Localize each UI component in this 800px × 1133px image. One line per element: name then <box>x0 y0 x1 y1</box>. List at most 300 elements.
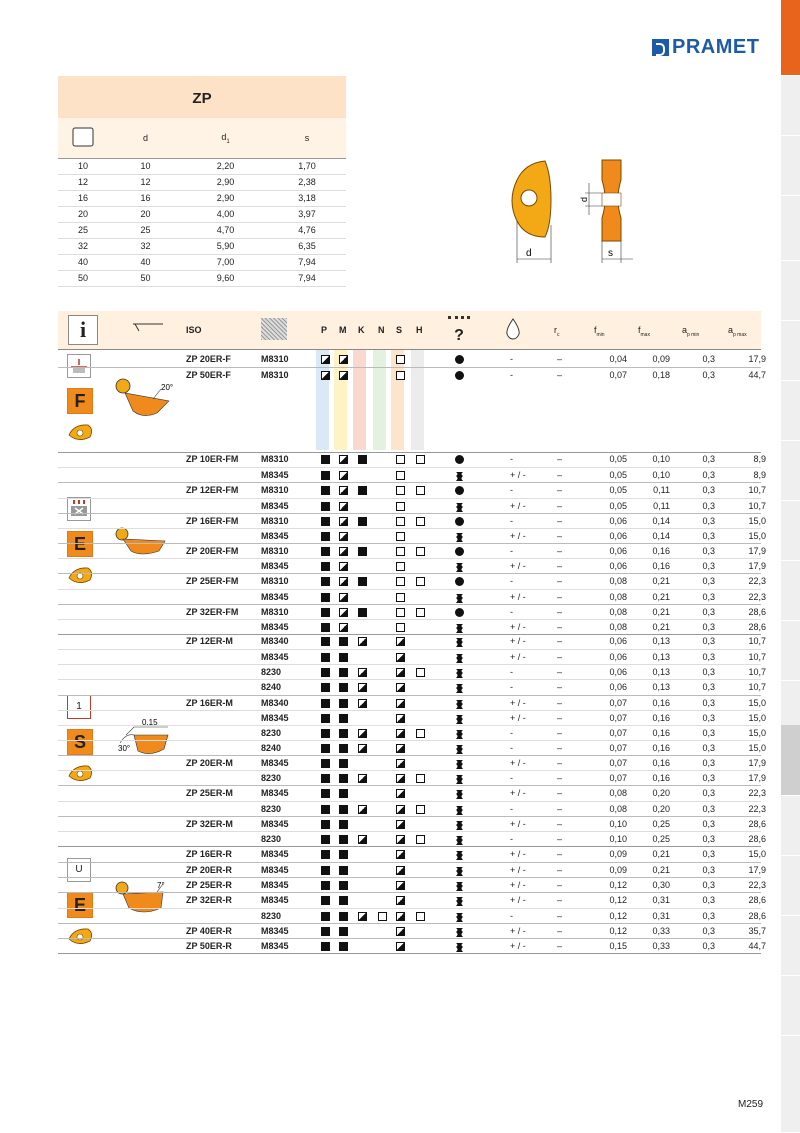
fmin-value: 0,04 <box>609 354 627 364</box>
chipbreaker-wavy-icon <box>455 729 463 739</box>
table-row: ZP 25ER-FM M8310 - – 0,08 0,21 0,3 22,3 <box>58 573 761 589</box>
fmin-value: 0,12 <box>609 926 627 936</box>
table-row: ZP 25ER-M M8345 + / - – 0,08 0,20 0,3 22,3 <box>58 785 761 801</box>
table-row: ZP 12ER-FM M8310 - – 0,05 0,11 0,3 10,7 <box>58 482 761 498</box>
dims-row <box>58 239 346 255</box>
suitability-m-icon <box>339 608 348 617</box>
suitability-m-icon <box>339 371 348 380</box>
rc-dash: – <box>557 743 563 753</box>
page-number: M259 <box>738 1099 764 1110</box>
suitability-p-icon <box>321 699 330 708</box>
suitability-p-icon <box>321 355 330 364</box>
chipbreaker-wavy-icon <box>455 805 463 815</box>
apmax-value: 28,6 <box>748 895 766 905</box>
dims-cell: 40 <box>140 257 151 267</box>
table-row: ZP 16ER-M M8340 + / - – 0,07 0,16 0,3 15,0 <box>58 695 761 711</box>
iso-code: ZP 25ER-M <box>186 788 233 798</box>
apmin-value: 0,3 <box>702 454 715 464</box>
suitability-m-icon <box>339 455 348 464</box>
rc-dash: – <box>557 636 563 646</box>
apmax-value: 22,3 <box>748 592 766 602</box>
suitability-k-icon <box>358 637 367 646</box>
rc-dash: – <box>557 531 563 541</box>
side-tab[interactable] <box>781 500 800 561</box>
dims-cell: 2,90 <box>216 193 235 203</box>
dims-cell: 6,35 <box>298 241 316 251</box>
suitability-m-icon <box>339 486 348 495</box>
chipbreaker-wavy-icon <box>455 774 463 784</box>
section-side-tabs <box>781 0 800 1132</box>
rc-dash: – <box>557 622 563 632</box>
apmax-value: 22,3 <box>748 880 766 890</box>
suitability-h-icon <box>416 774 425 783</box>
suitability-m-icon <box>339 789 348 798</box>
insert-dimensions-table <box>58 76 346 287</box>
suitability-h-icon <box>416 608 425 617</box>
apmin-value: 0,3 <box>702 652 715 662</box>
logo-text: PRAMET <box>672 36 760 58</box>
apmin-value: 0,3 <box>702 941 715 951</box>
grades-table-header <box>58 311 761 350</box>
suitability-p-icon <box>321 593 330 602</box>
apmin-value: 0,3 <box>702 667 715 677</box>
table-row: 8230 - – 0,07 0,16 0,3 17,9 <box>58 770 761 786</box>
fmin-value: 0,06 <box>609 546 627 556</box>
suitability-s-icon <box>396 881 405 890</box>
suitability-s-icon <box>396 759 405 768</box>
suitability-s-icon <box>396 866 405 875</box>
apmin-value: 0,3 <box>702 713 715 723</box>
apmax-value: 8,9 <box>753 454 766 464</box>
suitability-p-icon <box>321 896 330 905</box>
grade-code: M8345 <box>261 501 289 511</box>
dims-cell: 25 <box>77 225 88 235</box>
fmin-value: 0,05 <box>609 470 627 480</box>
iso-code: ZP 20ER-R <box>186 865 232 875</box>
suitability-m-icon <box>339 912 348 921</box>
dims-row <box>58 175 346 191</box>
suitability-m-icon <box>339 653 348 662</box>
apmax-value: 10,7 <box>748 636 766 646</box>
suitability-s-icon <box>396 805 405 814</box>
apmin-value: 0,3 <box>702 865 715 875</box>
rc-dash: – <box>557 667 563 677</box>
drawing-label-s: s <box>608 248 613 259</box>
apmax-value: 28,6 <box>748 622 766 632</box>
chipbreaker-wavy-icon <box>455 896 463 906</box>
rc-dash: – <box>557 819 563 829</box>
dims-header <box>58 118 346 159</box>
suitability-s-icon <box>396 668 405 677</box>
chipbreaker-wavy-icon <box>455 714 463 724</box>
rc-dash: – <box>557 788 563 798</box>
dims-cell: 2,90 <box>216 177 235 187</box>
suitability-p-icon <box>321 683 330 692</box>
apmin-value: 0,3 <box>702 636 715 646</box>
fmax-value: 0,21 <box>652 576 670 586</box>
grade-code: M8310 <box>261 354 289 364</box>
suitability-s-icon <box>396 850 405 859</box>
apmax-value: 15,0 <box>748 698 766 708</box>
grade-code: M8310 <box>261 576 289 586</box>
fmin-value: 0,12 <box>609 895 627 905</box>
suitability-p-icon <box>321 927 330 936</box>
table-row: ZP 12ER-M M8340 + / - – 0,06 0,13 0,3 10,7 <box>58 634 761 649</box>
suitability-p-icon <box>321 912 330 921</box>
apmin-value: 0,3 <box>702 501 715 511</box>
dims-cell: 16 <box>77 193 88 203</box>
grade-code: 8230 <box>261 804 282 814</box>
group-f-badge: F <box>67 388 93 414</box>
fmax-value: 0,13 <box>652 652 670 662</box>
suitability-s-icon <box>396 729 405 738</box>
suitability-k-icon <box>358 486 367 495</box>
suitability-m-icon <box>339 532 348 541</box>
fmax-value: 0,16 <box>652 743 670 753</box>
roughing-icon: U <box>67 858 91 882</box>
dims-cell: 7,94 <box>298 257 316 267</box>
land-width-label: 0,15 <box>142 718 158 727</box>
suitability-s-icon <box>396 653 405 662</box>
header-M: M <box>339 325 347 335</box>
grade-code: M8310 <box>261 546 289 556</box>
rc-dash: – <box>557 370 563 380</box>
apmin-value: 0,3 <box>702 849 715 859</box>
suitability-h-icon <box>416 805 425 814</box>
fmax-value: 0,09 <box>652 354 670 364</box>
fmin-value: 0,07 <box>609 758 627 768</box>
rc-dash: – <box>557 470 563 480</box>
chipbreaker-wavy-icon <box>455 699 463 709</box>
dims-cell: 10 <box>77 161 88 171</box>
fmin-value: 0,05 <box>609 454 627 464</box>
rc-dash: – <box>557 501 563 511</box>
fmin-value: 0,15 <box>609 941 627 951</box>
dims-rows <box>58 159 346 287</box>
dims-header-d: d <box>142 133 148 143</box>
drawing-label-d: d <box>526 248 532 259</box>
suitability-p-icon <box>321 820 330 829</box>
side-tab[interactable] <box>781 380 800 441</box>
rc-dash: – <box>557 728 563 738</box>
grade-texture-icon <box>261 318 287 340</box>
fmax-value: 0,16 <box>652 713 670 723</box>
fmax-value: 0,16 <box>652 758 670 768</box>
fmin-value: 0,12 <box>609 880 627 890</box>
insert-drawing <box>505 155 640 270</box>
suitability-p-icon <box>321 866 330 875</box>
fmax-value: 0,13 <box>652 636 670 646</box>
rc-dash: – <box>557 926 563 936</box>
rc-dash: – <box>557 546 563 556</box>
fmax-value: 0,16 <box>652 561 670 571</box>
suitability-p-icon <box>321 729 330 738</box>
apmax-value: 10,7 <box>748 682 766 692</box>
grade-code: M8310 <box>261 454 289 464</box>
dims-cell: 7,94 <box>298 273 316 283</box>
suitability-h-icon <box>416 835 425 844</box>
suitability-k-icon <box>358 517 367 526</box>
fmax-value: 0,31 <box>652 911 670 921</box>
table-row: M8345 + / - – 0,08 0,21 0,3 28,6 <box>58 619 761 635</box>
grade-code: 8230 <box>261 834 282 844</box>
fmax-value: 0,31 <box>652 895 670 905</box>
fmin-value: 0,08 <box>609 622 627 632</box>
group-m-badge: S <box>67 729 93 755</box>
table-row: ZP 16ER-FM M8310 - – 0,06 0,14 0,3 15,0 <box>58 513 761 529</box>
iso-code: ZP 40ER-R <box>186 926 232 936</box>
side-tab[interactable] <box>781 560 800 621</box>
dims-row <box>58 159 346 175</box>
rc-dash: – <box>557 911 563 921</box>
info-icon: i <box>68 315 98 345</box>
table-row: 8240 - – 0,07 0,16 0,3 15,0 <box>58 740 761 756</box>
suitability-k-icon <box>358 729 367 738</box>
suitability-h-icon <box>416 486 425 495</box>
dims-cell: 25 <box>140 225 151 235</box>
rc-dash: – <box>557 834 563 844</box>
iso-code: ZP 25ER-R <box>186 880 232 890</box>
fmin-value: 0,06 <box>609 652 627 662</box>
side-tab[interactable] <box>781 620 800 681</box>
suitability-h-icon <box>416 577 425 586</box>
fmax-value: 0,18 <box>652 370 670 380</box>
suitability-s-icon <box>396 789 405 798</box>
side-tab[interactable] <box>781 680 800 726</box>
table-row: ZP 40ER-R M8345 + / - – 0,12 0,33 0,3 35,7 <box>58 923 761 939</box>
table-row: ZP 25ER-R M8345 + / - – 0,12 0,30 0,3 22,3 <box>58 877 761 893</box>
suitability-k-icon <box>358 455 367 464</box>
suitability-h-icon <box>416 455 425 464</box>
fmax-value: 0,33 <box>652 926 670 936</box>
suitability-s-icon <box>396 835 405 844</box>
apmax-value: 35,7 <box>748 926 766 936</box>
dims-cell: 2,20 <box>216 161 235 171</box>
grade-code: M8310 <box>261 516 289 526</box>
chipbreaker-wavy-icon <box>455 866 463 876</box>
dims-cell: 4,70 <box>216 225 235 235</box>
suitability-s-icon <box>396 942 405 951</box>
chipbreaker-wavy-icon <box>455 820 463 830</box>
grade-code: 8230 <box>261 911 282 921</box>
grade-code: M8310 <box>261 370 289 380</box>
chipbreaker-wavy-icon <box>455 881 463 891</box>
fmax-value: 0,16 <box>652 546 670 556</box>
chipbreaker-wavy-icon <box>455 744 463 754</box>
suitability-p-icon <box>321 668 330 677</box>
apmin-value: 0,3 <box>702 470 715 480</box>
grade-code: M8345 <box>261 758 289 768</box>
side-tab-active[interactable] <box>781 0 800 76</box>
fmin-value: 0,06 <box>609 667 627 677</box>
dims-cell: 16 <box>140 193 151 203</box>
fmin-value: 0,07 <box>609 698 627 708</box>
grade-code: 8230 <box>261 667 282 677</box>
iso-code: ZP 16ER-M <box>186 698 233 708</box>
dims-cell: 4,76 <box>298 225 316 235</box>
rc-dash: – <box>557 865 563 875</box>
edge-profile-icon <box>131 321 165 333</box>
apmax-value: 15,0 <box>748 743 766 753</box>
dims-cell: 3,97 <box>298 209 316 219</box>
suitability-p-icon <box>321 532 330 541</box>
suitability-p-icon <box>321 850 330 859</box>
fmin-value: 0,06 <box>609 531 627 541</box>
table-row: M8345 + / - – 0,05 0,10 0,3 8,9 <box>58 467 761 483</box>
grade-code: M8345 <box>261 531 289 541</box>
apmax-value: 17,9 <box>748 354 766 364</box>
dims-cell: 40 <box>77 257 88 267</box>
suitability-m-icon <box>339 683 348 692</box>
chipbreaker-wavy-icon <box>455 532 463 542</box>
fmin-value: 0,07 <box>609 728 627 738</box>
table-row: ZP 10ER-FM M8310 - – 0,05 0,10 0,3 8,9 <box>58 452 761 467</box>
pramet-logo <box>652 36 759 59</box>
grade-code: M8310 <box>261 607 289 617</box>
fmax-value: 0,21 <box>652 865 670 875</box>
apmin-value: 0,3 <box>702 546 715 556</box>
table-row: ZP 50ER-R M8345 + / - – 0,15 0,33 0,3 44,7 <box>58 938 761 954</box>
suitability-s-icon <box>396 547 405 556</box>
rc-dash: – <box>557 713 563 723</box>
dims-cell: 32 <box>140 241 151 251</box>
side-tab[interactable] <box>781 135 800 196</box>
rc-dash: – <box>557 354 563 364</box>
insert-hole-icon <box>521 190 537 206</box>
fmin-value: 0,08 <box>609 607 627 617</box>
table-row: M8345 + / - – 0,06 0,16 0,3 17,9 <box>58 558 761 574</box>
suitability-m-icon <box>339 729 348 738</box>
apmin-value: 0,3 <box>702 728 715 738</box>
suitability-m-icon <box>339 502 348 511</box>
suitability-m-icon <box>339 562 348 571</box>
grade-code: M8345 <box>261 865 289 875</box>
dims-cell: 1,70 <box>298 161 316 171</box>
dims-cell: 20 <box>77 209 88 219</box>
side-tab[interactable] <box>781 195 800 261</box>
fmax-value: 0,20 <box>652 804 670 814</box>
suitability-m-icon <box>339 623 348 632</box>
grade-code: 8240 <box>261 743 282 753</box>
fmin-value: 0,05 <box>609 485 627 495</box>
apmax-value: 22,3 <box>748 804 766 814</box>
table-row: 8230 - – 0,06 0,13 0,3 10,7 <box>58 664 761 680</box>
side-tab[interactable] <box>781 320 800 381</box>
suitability-h-icon <box>416 547 425 556</box>
grade-code: M8345 <box>261 561 289 571</box>
dims-cell: 12 <box>140 177 151 187</box>
suitability-k-icon <box>358 608 367 617</box>
chipbreaker-wavy-icon <box>455 502 463 512</box>
suitability-p-icon <box>321 789 330 798</box>
iso-code: ZP 20ER-M <box>186 758 233 768</box>
header-iso: ISO <box>186 325 202 335</box>
suitability-p-icon <box>321 623 330 632</box>
chipbreaker-wavy-icon <box>455 850 463 860</box>
side-tab[interactable] <box>781 1035 800 1133</box>
suitability-s-icon <box>396 637 405 646</box>
fmin-value: 0,10 <box>609 819 627 829</box>
header-apmin: $a_{p min}$ <box>682 325 700 338</box>
suitability-m-icon <box>339 668 348 677</box>
header-fmax: $f_{max}$ <box>638 325 650 338</box>
apmax-value: 15,0 <box>748 713 766 723</box>
fmin-value: 0,09 <box>609 865 627 875</box>
suitability-s-icon <box>396 471 405 480</box>
insert-small-icon <box>66 421 96 443</box>
apmin-value: 0,3 <box>702 926 715 936</box>
side-tab[interactable] <box>781 915 800 976</box>
iso-code: ZP 10ER-FM <box>186 454 239 464</box>
chipbreaker-wavy-icon <box>455 942 463 952</box>
iso-code: ZP 25ER-FM <box>186 576 239 586</box>
iso-code: ZP 50ER-R <box>186 941 232 951</box>
side-tab-current[interactable] <box>781 725 800 796</box>
dims-cell: 3,18 <box>298 193 316 203</box>
suitability-p-icon <box>321 517 330 526</box>
suitability-m-icon <box>339 820 348 829</box>
chipbreaker-solid-icon <box>455 371 464 380</box>
table-row: M8345 + / - – 0,06 0,13 0,3 10,7 <box>58 649 761 665</box>
table-row: M8345 + / - – 0,05 0,11 0,3 10,7 <box>58 498 761 514</box>
side-tab[interactable] <box>781 795 800 856</box>
rc-dash: – <box>557 698 563 708</box>
table-row: M8345 + / - – 0,07 0,16 0,3 15,0 <box>58 710 761 726</box>
suitability-s-icon <box>396 517 405 526</box>
suitability-h-icon <box>416 912 425 921</box>
chipbreaker-solid-icon <box>455 355 464 364</box>
apmax-value: 10,7 <box>748 667 766 677</box>
grade-code: M8345 <box>261 592 289 602</box>
suitability-m-icon <box>339 759 348 768</box>
side-tab[interactable] <box>781 855 800 916</box>
chipbreaker-wavy-icon <box>455 623 463 633</box>
apmin-value: 0,3 <box>702 895 715 905</box>
pramet-logo-icon <box>652 39 669 56</box>
suitability-s-icon <box>396 502 405 511</box>
side-tab[interactable] <box>781 75 800 136</box>
fmax-value: 0,20 <box>652 788 670 798</box>
table-row: ZP 32ER-R M8345 + / - – 0,12 0,31 0,3 28,6 <box>58 892 761 908</box>
suitability-k-icon <box>358 683 367 692</box>
suitability-s-icon <box>396 896 405 905</box>
iso-code: ZP 20ER-FM <box>186 546 239 556</box>
suitability-m-icon <box>339 355 348 364</box>
apmin-value: 0,3 <box>702 743 715 753</box>
side-tab[interactable] <box>781 440 800 501</box>
chipbreaker-solid-icon <box>455 455 464 464</box>
grade-code: M8345 <box>261 819 289 829</box>
apmax-value: 17,9 <box>748 758 766 768</box>
apmin-value: 0,3 <box>702 682 715 692</box>
apmin-value: 0,3 <box>702 773 715 783</box>
grade-code: M8345 <box>261 880 289 890</box>
fmax-value: 0,21 <box>652 849 670 859</box>
dims-cell: 50 <box>140 273 151 283</box>
apmax-value: 28,6 <box>748 911 766 921</box>
fmin-value: 0,07 <box>609 370 627 380</box>
dims-cell: 2,38 <box>298 177 316 187</box>
dims-row <box>58 207 346 223</box>
coolant-drop-icon <box>504 317 522 341</box>
header-K: K <box>358 325 365 335</box>
suitability-p-icon <box>321 774 330 783</box>
fmax-value: 0,13 <box>652 667 670 677</box>
side-tab[interactable] <box>781 260 800 321</box>
fmax-value: 0,21 <box>652 622 670 632</box>
table-row: ZP 50ER-F M8310 - – 0,07 0,18 0,3 44,7 <box>58 367 761 383</box>
side-tab[interactable] <box>781 975 800 1036</box>
